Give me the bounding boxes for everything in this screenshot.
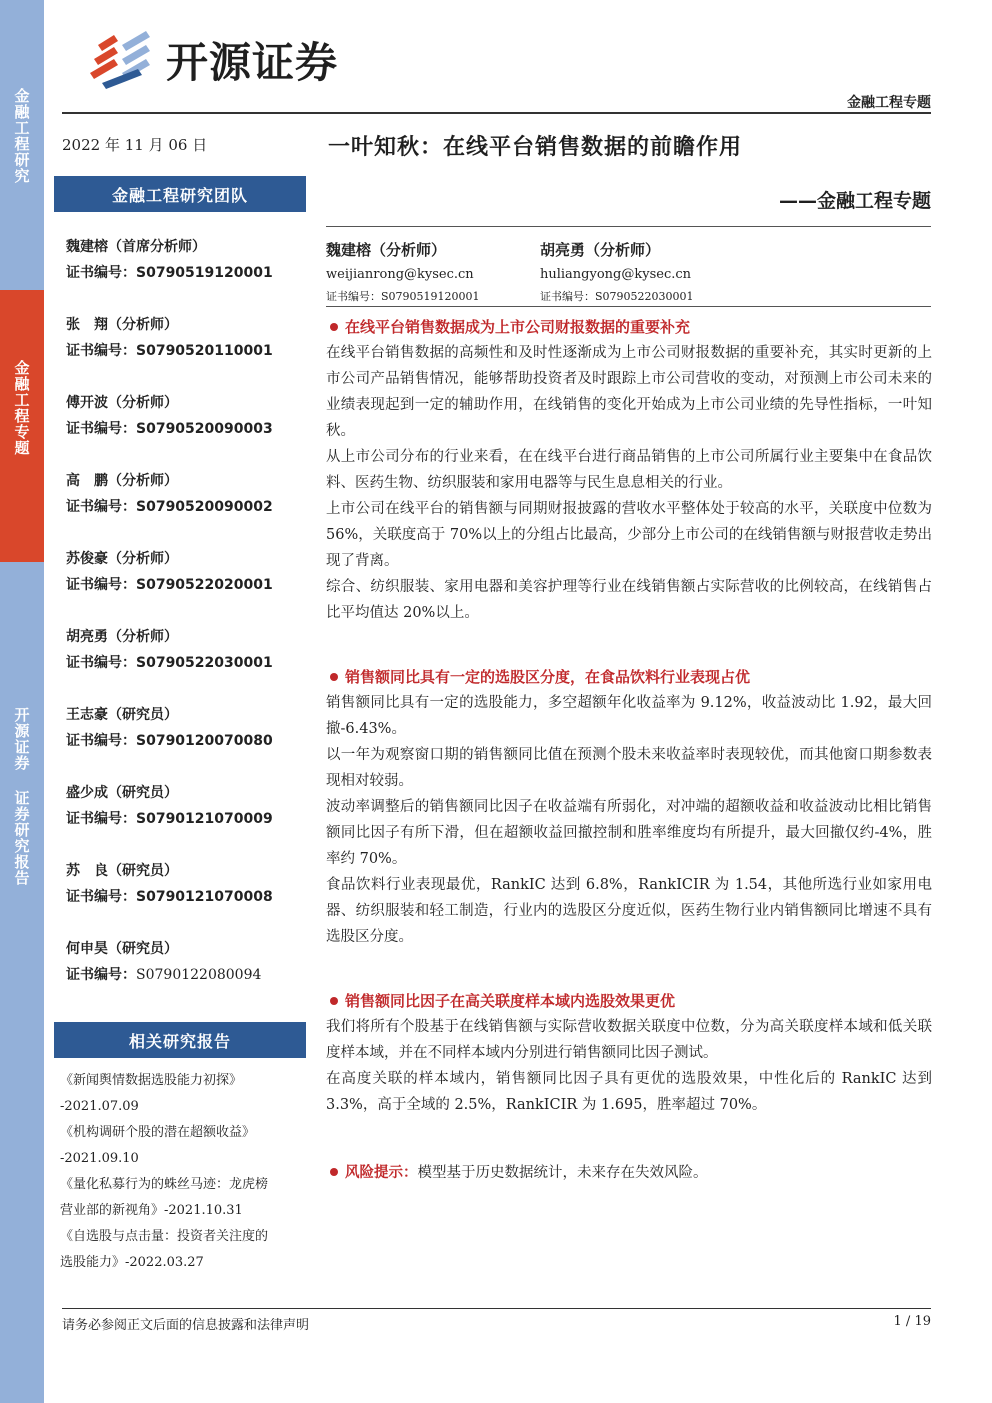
analyst-name: 盛少成（研究员）	[66, 785, 178, 801]
paragraph: 在线平台销售数据的高频性和及时性逐渐成为上市公司财报数据的重要补充，其实时更新的上市公司产品销售情况，能够帮助投资者及时跟踪上市公司营收的变动，对预测上市公司未来的业绩表现起到一定的辅助作用，在线销售的变化开始成为上市公司业绩的先导性指标，一叶知秋。	[326, 345, 932, 439]
analyst-entry	[66, 704, 306, 752]
paragraph: 波动率调整后的销售额同比因子在收益端有所弱化，对冲端的超额收益和收益波动比相比销售额同比因子有所下滑，但在超额收益回撤控制和胜率维度均有所提升，最大回撤仅约-4%，胜率约 70%。	[326, 799, 932, 867]
analyst-cert-number: S0790522020001	[136, 577, 273, 593]
related-report-item[interactable]	[60, 1224, 310, 1276]
author-email[interactable]: huliangyong@kysec.cn	[540, 267, 692, 282]
page-number: 1 / 19	[893, 1314, 931, 1329]
analyst-cert-number: S0790122080094	[136, 967, 262, 983]
related-report-item[interactable]	[60, 1172, 310, 1224]
section-1	[326, 314, 932, 626]
paragraph: 以一年为观察窗口期的销售额同比值在预测个股未来收益率时表现较优，而其他窗口期参数表现相对较弱。	[326, 747, 932, 789]
bullet-dot-icon	[330, 673, 338, 681]
related-report-item[interactable]	[60, 1068, 310, 1120]
analyst-name: 苏俊豪（分析师）	[66, 551, 178, 567]
side-bar	[0, 0, 44, 1403]
author-divider-top	[326, 226, 931, 227]
analyst-cert-number: S0790120070080	[136, 733, 273, 749]
analyst-cert	[66, 574, 306, 596]
sidebar-segment-brand: 开源证券 证券研究报告	[0, 562, 44, 1403]
logo-text: 开源证券	[166, 38, 339, 87]
paragraph: 销售额同比具有一定的选股能力，多空超额年化收益率为 9.12%，收益波动比 1.92，最大回撤-6.43%。	[326, 695, 932, 737]
footer-disclaimer: 请务必参阅正文后面的信息披露和法律声明	[62, 1318, 310, 1333]
footer-divider	[62, 1308, 931, 1309]
analyst-entry	[66, 782, 306, 830]
related-report-title: 《新闻舆情数据选股能力初探》	[60, 1073, 243, 1088]
analyst-cert	[66, 652, 306, 674]
risk-label: 风险提示：	[345, 1165, 418, 1181]
analyst-cert-label: 证书编号：	[66, 655, 136, 671]
logo-mark-icon	[88, 31, 158, 89]
analyst-name: 苏 良（研究员）	[66, 863, 178, 879]
paragraph: 食品饮料行业表现最优，RankIC 达到 6.8%，RankICIR 为 1.54，其他所选行业如家用电器、纺织服装和轻工制造，行业内的选股区分度近似，医药生物行业内销售额同比增速不具有选股区分度。	[326, 877, 932, 945]
header-tag: 金融工程专题	[847, 95, 931, 111]
risk-text: 模型基于历史数据统计，未来存在失效风险。	[417, 1165, 708, 1181]
analyst-cert-number: S0790121070009	[136, 811, 273, 827]
analyst-entry	[66, 626, 306, 674]
analyst-cert-label: 证书编号：	[66, 265, 136, 281]
analyst-cert	[66, 262, 306, 284]
author-name: 胡亮勇（分析师）	[540, 241, 661, 259]
analyst-cert-label: 证书编号：	[66, 889, 136, 905]
paragraph: 从上市公司分布的行业来看，在在线平台进行商品销售的上市公司所属行业主要集中在食品饮料、医药生物、纺织服装和家用电器等与民生息息相关的行业。	[326, 449, 932, 491]
analyst-cert	[66, 340, 306, 362]
related-report-date: 选股能力》-2022.03.27	[60, 1255, 204, 1270]
analyst-cert	[66, 808, 306, 830]
related-report-title: 《机构调研个股的潜在超额收益》	[60, 1125, 256, 1140]
analyst-cert-label: 证书编号：	[66, 733, 136, 749]
section-heading: 在线平台销售数据成为上市公司财报数据的重要补充	[326, 314, 932, 340]
bullet-dot-icon	[330, 1168, 338, 1176]
report-subtitle: ——金融工程专题	[778, 190, 931, 212]
author-2	[540, 238, 694, 307]
sidebar-segment-research: 金融工程研究	[0, 0, 44, 290]
sidebar-segment-topic: 金融工程专题	[0, 290, 44, 562]
author-1	[326, 238, 480, 307]
related-report-date: -2021.07.09	[60, 1099, 139, 1114]
section-2	[326, 664, 932, 950]
analyst-cert-label: 证书编号：	[66, 811, 136, 827]
author-cert: 证书编号：S0790522030001	[540, 290, 694, 303]
company-logo	[88, 30, 338, 90]
paragraph: 在高度关联的样本域内，销售额同比因子具有更优的选股效果，中性化后的 RankIC 达到 3.3%，高于全域的 2.5%，RankICIR 为 1.695，胜率超过 70%。	[326, 1071, 932, 1113]
report-date: 2022 年 11 月 06 日	[62, 136, 208, 154]
section-heading: 销售额同比因子在高关联度样本域内选股效果更优	[326, 988, 932, 1014]
analyst-cert-label: 证书编号：	[66, 499, 136, 515]
analyst-cert-label: 证书编号：	[66, 967, 136, 983]
analyst-entry	[66, 938, 306, 986]
analyst-name: 高 鹏（分析师）	[66, 473, 178, 489]
analyst-cert	[66, 418, 306, 440]
analyst-cert-number: S0790519120001	[136, 265, 273, 281]
header-divider	[62, 112, 931, 114]
bullet-dot-icon	[330, 997, 338, 1005]
analyst-cert	[66, 886, 306, 908]
risk-notice	[326, 1160, 932, 1186]
author-email[interactable]: weijianrong@kysec.cn	[326, 267, 474, 282]
author-cert: 证书编号：S0790519120001	[326, 290, 480, 303]
analyst-name: 魏建榕（首席分析师）	[66, 239, 206, 255]
analyst-entry	[66, 314, 306, 362]
analyst-entry	[66, 470, 306, 518]
analyst-entry	[66, 392, 306, 440]
related-report-date: 营业部的新视角》-2021.10.31	[60, 1203, 243, 1218]
analyst-cert	[66, 964, 306, 986]
analyst-cert-number: S0790121070008	[136, 889, 273, 905]
section-3	[326, 988, 932, 1118]
analyst-name: 傅开波（分析师）	[66, 395, 178, 411]
author-divider-bottom	[326, 306, 931, 307]
paragraph: 上市公司在线平台的销售额与同期财报披露的营收水平整体处于较高的水平，关联度中位数为 56%，关联度高于 70%以上的分组占比最高，少部分上市公司的在线销售额与财报营收走势出现了背离。	[326, 501, 932, 569]
analyst-cert-label: 证书编号：	[66, 343, 136, 359]
team-title-box: 金融工程研究团队	[54, 176, 306, 212]
paragraph: 综合、纺织服装、家用电器和美容护理等行业在线销售额占实际营收的比例较高，在线销售占比平均值达 20%以上。	[326, 579, 932, 621]
analyst-name: 王志豪（研究员）	[66, 707, 178, 723]
analyst-cert-number: S0790522030001	[136, 655, 273, 671]
analyst-cert-number: S0790520110001	[136, 343, 273, 359]
author-name: 魏建榕（分析师）	[326, 241, 447, 259]
related-report-title: 《量化私募行为的蛛丝马迹：龙虎榜	[60, 1177, 269, 1192]
section-heading: 销售额同比具有一定的选股区分度，在食品饮料行业表现占优	[326, 664, 932, 690]
bullet-dot-icon	[330, 323, 338, 331]
report-title: 一叶知秋：在线平台销售数据的前瞻作用	[328, 135, 743, 160]
analyst-entry	[66, 236, 306, 284]
analyst-name: 何申昊（研究员）	[66, 941, 178, 957]
analyst-cert-label: 证书编号：	[66, 577, 136, 593]
related-reports-title: 相关研究报告	[54, 1022, 306, 1058]
related-report-item[interactable]	[60, 1120, 310, 1172]
analyst-name: 胡亮勇（分析师）	[66, 629, 178, 645]
analyst-name: 张 翔（分析师）	[66, 317, 178, 333]
analyst-entry	[66, 860, 306, 908]
analyst-cert-number: S0790520090002	[136, 499, 273, 515]
analyst-cert-number: S0790520090003	[136, 421, 273, 437]
analyst-entry	[66, 548, 306, 596]
paragraph: 我们将所有个股基于在线销售额与实际营收数据关联度中位数，分为高关联度样本域和低关联度样本域，并在不同样本域内分别进行销售额同比因子测试。	[326, 1019, 932, 1061]
related-report-date: -2021.09.10	[60, 1151, 139, 1166]
analyst-cert	[66, 496, 306, 518]
analyst-cert-label: 证书编号：	[66, 421, 136, 437]
analyst-cert	[66, 730, 306, 752]
related-report-title: 《自选股与点击量：投资者关注度的	[60, 1229, 269, 1244]
